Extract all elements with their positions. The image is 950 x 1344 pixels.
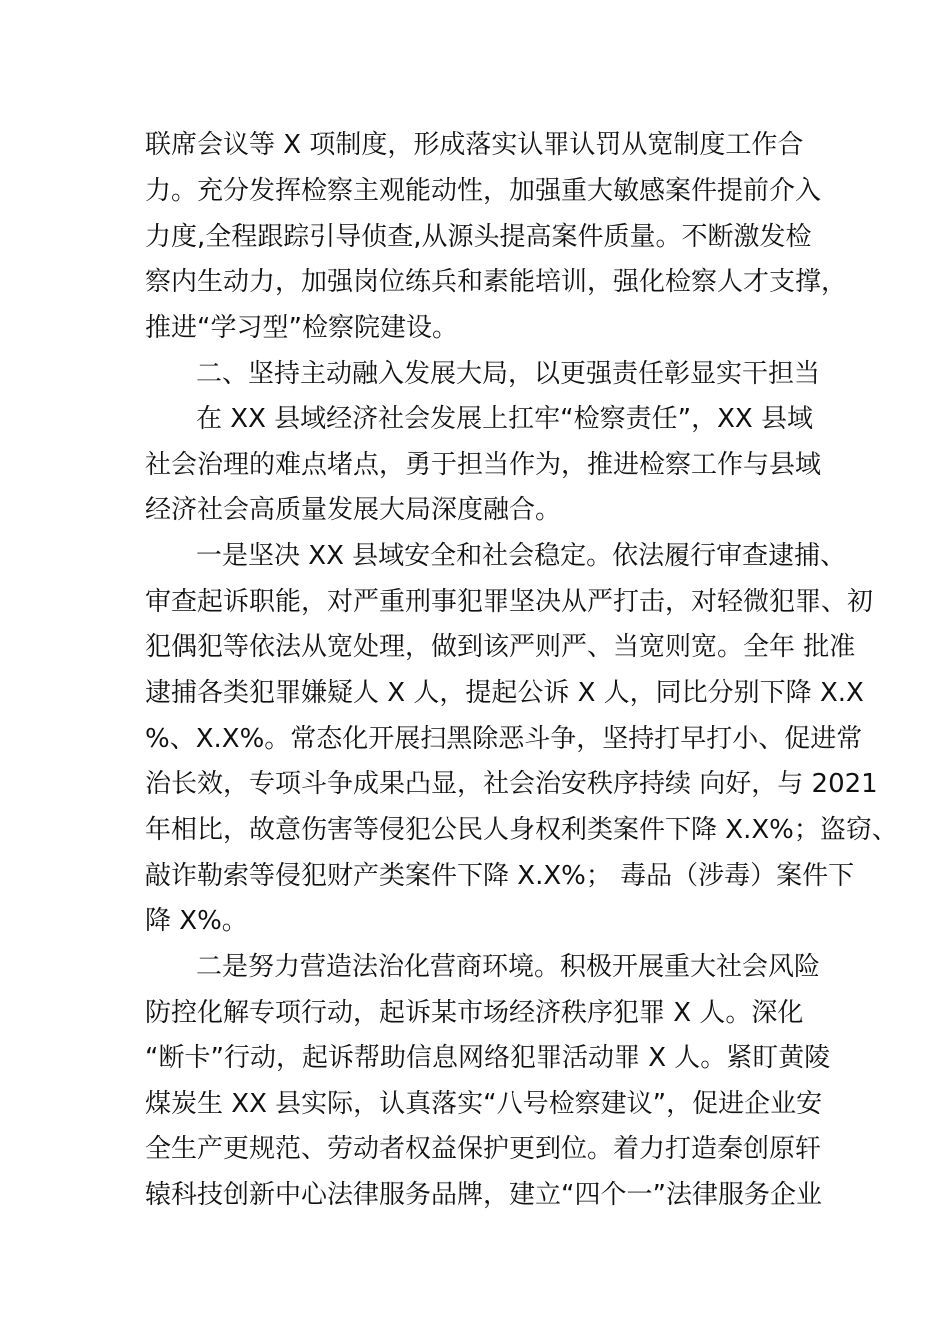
text-line: 在 XX 县域经济社会发展上扛牢“检察责任”，XX 县域 bbox=[196, 404, 813, 434]
text-line: 年相比，故意伤害等侵犯公民人身权利类案件下降 X.X%；盗窃、 bbox=[145, 815, 898, 845]
text-line: 联席会议等 X 项制度，形成落实认罪认罚从宽制度工作合 bbox=[145, 130, 804, 160]
text-line: 力度,全程跟踪引导侦查,从源头提高案件质量。不断激发检 bbox=[145, 222, 812, 252]
text-line: %、X.X%。常态化开展扫黑除恶斗争，坚持打早打小、促进常 bbox=[145, 724, 863, 754]
text-line: 力。充分发挥检察主观能动性，加强重大敏感案件提前介入 bbox=[145, 176, 822, 206]
text-line: 推进“学习型”检察院建设。 bbox=[145, 313, 458, 343]
text-line: 防控化解专项行动，起诉某市场经济秩序犯罪 X 人。深化 bbox=[145, 998, 804, 1028]
text-line: 犯偶犯等依法从宽处理，做到该严则严、当宽则宽。全年 批准 bbox=[145, 632, 856, 662]
text-line: 一是坚决 XX 县域安全和社会稳定。依法履行审查逮捕、 bbox=[196, 541, 847, 571]
text-line: 审查起诉职能，对严重刑事犯罪坚决从严打击，对轻微犯罪、初 bbox=[145, 587, 874, 617]
text-line: 二是努力营造法治化营商环境。积极开展重大社会风险 bbox=[196, 952, 821, 982]
text-line: 辕科技创新中心法律服务品牌，建立“四个一”法律服务企业 bbox=[145, 1180, 822, 1210]
text-line: “断卡”行动，起诉帮助信息网络犯罪活动罪 X 人。紧盯黄陵 bbox=[145, 1043, 831, 1073]
section-heading: 二、坚持主动融入发展大局，以更强责任彰显实干担当 bbox=[196, 359, 821, 389]
text-line: 煤炭生 XX 县实际，认真落实“八号检察建议”，促进企业安 bbox=[145, 1089, 823, 1119]
text-line: 全生产更规范、劳动者权益保护更到位。着力打造秦创原轩 bbox=[145, 1134, 822, 1164]
text-line: 社会治理的难点堵点，勇于担当作为，推进检察工作与县域 bbox=[145, 450, 822, 480]
text-line: 治长效，专项斗争成果凸显，社会治安秩序持续 向好，与 2021 bbox=[145, 769, 878, 799]
text-line: 经济社会高质量发展大局深度融合。 bbox=[145, 495, 562, 525]
text-line: 敲诈勒索等侵犯财产类案件下降 X.X%； 毒品（涉毒）案件下 bbox=[145, 861, 855, 891]
text-line: 逮捕各类犯罪嫌疑人 X 人，提起公诉 X 人，同比分别下降 X.X bbox=[145, 678, 864, 708]
text-line: 降 X%。 bbox=[145, 906, 248, 936]
text-line: 察内生动力，加强岗位练兵和素能培训，强化检察人才支撑， bbox=[145, 267, 848, 297]
